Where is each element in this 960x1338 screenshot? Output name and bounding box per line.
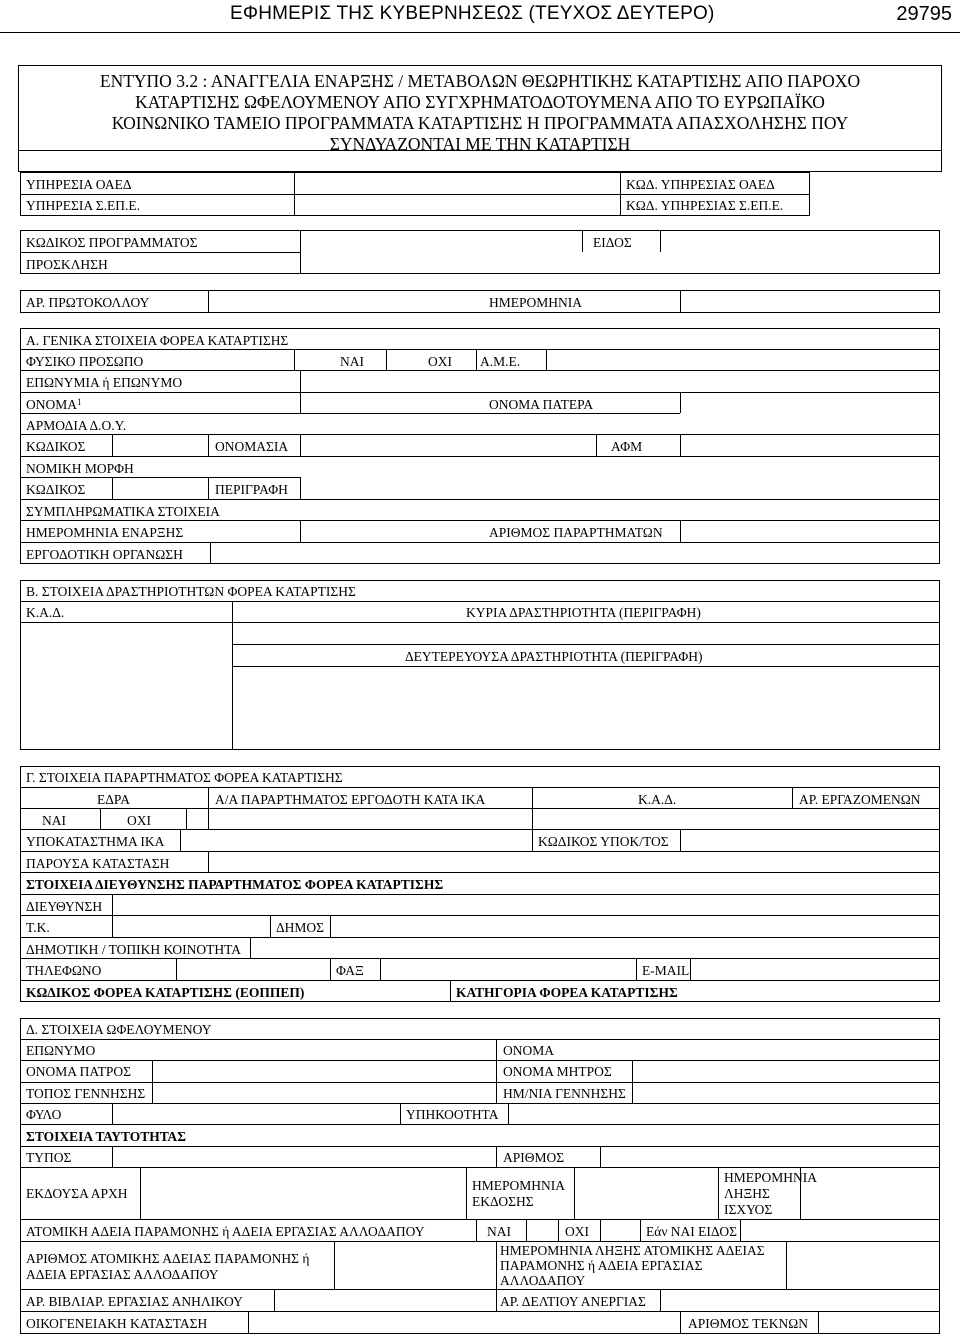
label-name: ΟΝΟΜΑ$^1$ bbox=[26, 397, 82, 412]
table-rule bbox=[20, 1219, 940, 1220]
label-program-code: ΚΩΔΙΚΟΣ ΠΡΟΓΡΑΜΜΑΤΟΣ bbox=[26, 235, 198, 250]
table-rule bbox=[526, 1219, 527, 1241]
label-branch-kad: Κ.Α.Δ. bbox=[638, 792, 677, 807]
label-supplementary: ΣΥΜΠΛΗΡΩΜΑΤΙΚΑ ΣΤΟΙΧΕΙΑ bbox=[26, 504, 220, 519]
label-secondary-activity: ΔΕΥΤΕΡΕΥΟΥΣΑ ΔΡΑΣΤΗΡΙΟΤΗΤΑ (ΠΕΡΙΓΡΑΦΗ) bbox=[405, 649, 703, 664]
table-rule bbox=[20, 601, 940, 602]
table-rule bbox=[20, 937, 940, 938]
table-rule bbox=[20, 1146, 940, 1147]
table-rule bbox=[274, 1289, 275, 1311]
label-permit: ΑΤΟΜΙΚΗ ΑΔΕΙΑ ΠΑΡΑΜΟΝΗΣ ή ΑΔΕΙΑ ΕΡΓΑΣΙΑΣ ΑΛΛΟΔΑΠΟΥ bbox=[26, 1224, 425, 1239]
label-tax-office-title: ΟΝΟΜΑΣΙΑ bbox=[215, 439, 289, 454]
table-rule bbox=[300, 477, 301, 499]
table-rule bbox=[210, 542, 211, 564]
label-status: ΠΑΡΟΥΣΑ ΚΑΤΑΣΤΑΣΗ bbox=[26, 856, 170, 871]
option-yes[interactable]: ΝΑΙ bbox=[340, 354, 364, 369]
table-rule bbox=[208, 434, 209, 456]
table-rule bbox=[270, 915, 271, 937]
table-rule bbox=[532, 787, 533, 851]
label-program-call: ΠΡΟΣΚΛΗΣΗ bbox=[26, 257, 108, 272]
table-rule bbox=[476, 1219, 477, 1241]
label-ame: Α.Μ.Ε. bbox=[480, 354, 521, 369]
table-rule bbox=[112, 1103, 113, 1124]
label-afm: ΑΦΜ bbox=[611, 439, 643, 454]
table-rule bbox=[20, 542, 940, 543]
label-mother-name: ΟΝΟΜΑ ΜΗΤΡΟΣ bbox=[503, 1064, 612, 1079]
table-rule bbox=[100, 808, 101, 829]
field-service-sepe[interactable] bbox=[294, 194, 620, 216]
table-rule bbox=[496, 1039, 497, 1103]
table-rule bbox=[20, 1241, 940, 1242]
table-rule bbox=[232, 644, 940, 645]
table-rule bbox=[208, 290, 209, 313]
label-code-oaed: ΚΩΔ. ΥΠΗΡΕΣΙΑΣ ΟΑΕΔ bbox=[626, 177, 775, 192]
table-rule bbox=[20, 1082, 940, 1083]
label-permit-expiry-1: ΗΜΕΡΟΜΗΝΙΑ ΛΗΞΗΣ ΑΤΟΜΙΚΗΣ ΑΔΕΙΑΣ bbox=[500, 1243, 765, 1258]
label-expiry-date-2: ΛΗΞΗΣ bbox=[724, 1186, 770, 1201]
table-rule bbox=[660, 230, 661, 252]
table-rule bbox=[546, 349, 547, 370]
table-rule bbox=[20, 252, 300, 253]
label-father-name: ΟΝΟΜΑ ΠΑΤΡΟΣ bbox=[26, 1064, 132, 1079]
label-permit-expiry-2: ΠΑΡΑΜΟΝΗΣ ή ΑΔΕΙΑ ΕΡΓΑΣΙΑΣ bbox=[500, 1258, 703, 1273]
label-father-name: ΟΝΟΜΑ ΠΑΤΕΡΑ bbox=[489, 397, 594, 412]
label-id-number: ΑΡΙΘΜΟΣ bbox=[503, 1150, 565, 1165]
table-rule bbox=[330, 915, 331, 937]
table-rule bbox=[20, 851, 940, 852]
label-legal-form-code: ΚΩΔΙΚΟΣ bbox=[26, 482, 86, 497]
table-rule bbox=[20, 434, 940, 435]
table-rule bbox=[476, 349, 477, 370]
id-heading: ΣΤΟΙΧΕΙΑ ΤΑΥΤΟΤΗΤΑΣ bbox=[26, 1129, 186, 1144]
table-rule bbox=[680, 392, 681, 413]
label-unemployment-card: ΑΡ. ΔΕΛΤΙΟΥ ΑΝΕΡΓΙΑΣ bbox=[500, 1294, 646, 1309]
label-branches-count: ΑΡΙΘΜΟΣ ΠΑΡΑΡΤΗΜΑΤΩΝ bbox=[489, 525, 663, 540]
table-rule bbox=[300, 392, 301, 413]
label-employer-org: ΕΡΓΟΔΟΤΙΚΗ ΟΡΓΑΝΩΣΗ bbox=[26, 547, 183, 562]
table-rule bbox=[20, 499, 940, 500]
table-rule bbox=[112, 915, 113, 937]
table-rule bbox=[20, 872, 940, 873]
table-rule bbox=[112, 434, 113, 456]
table-rule bbox=[558, 1219, 559, 1241]
label-id-type: ΤΥΠΟΣ bbox=[26, 1150, 72, 1165]
table-rule bbox=[186, 808, 187, 829]
label-main-activity: ΚΥΡΙΑ ΔΡΑΣΤΗΡΙΟΤΗΤΑ (ΠΕΡΙΓΡΑΦΗ) bbox=[466, 605, 701, 620]
label-first-name: ΟΝΟΜΑ bbox=[503, 1043, 555, 1058]
form-title-line: ΣΥΝΔΥΑΖΟΝΤΑΙ ΜΕ ΤΗΝ ΚΑΤΑΡΤΙΣΗ bbox=[329, 134, 631, 154]
label-program-type: ΕΙΔΟΣ bbox=[593, 235, 632, 250]
table-rule bbox=[112, 1146, 113, 1167]
option-seat-yes[interactable]: ΝΑΙ bbox=[42, 813, 66, 828]
label-issuing-authority: ΕΚΔΟΥΣΑ ΑΡΧΗ bbox=[26, 1186, 128, 1201]
label-gender: ΦΥΛΟ bbox=[26, 1107, 62, 1122]
label-kad: Κ.Α.Δ. bbox=[26, 605, 65, 620]
label-seat: ΕΔΡΑ bbox=[97, 792, 130, 807]
label-protocol-number: ΑΡ. ΠΡΩΤΟΚΟΛΛΟΥ bbox=[26, 295, 150, 310]
label-community: ΔΗΜΟΤΙΚΗ / ΤΟΠΙΚΗ ΚΟΙΝΟΤΗΤΑ bbox=[26, 942, 242, 957]
table-rule bbox=[680, 434, 681, 456]
section-c-heading: Γ. ΣΤΟΙΧΕΙΑ ΠΑΡΑΡΤΗΜΑΤΟΣ ΦΟΡΕΑ ΚΑΤΑΡΤΙΣΗΣ bbox=[26, 770, 343, 785]
table-rule bbox=[620, 172, 621, 216]
option-permit-no[interactable]: ΟΧΙ bbox=[565, 1224, 589, 1239]
label-legal-form: ΝΟΜΙΚΗ ΜΟΡΦΗ bbox=[26, 461, 134, 476]
label-email: E-MAIL bbox=[642, 963, 690, 978]
label-postcode: Τ.Κ. bbox=[26, 920, 50, 935]
table-rule bbox=[20, 1289, 940, 1290]
label-permit-number-1: ΑΡΙΘΜΟΣ ΑΤΟΜΙΚΗΣ ΑΔΕΙΑΣ ΠΑΡΑΜΟΝΗΣ ή bbox=[26, 1251, 310, 1266]
table-rule bbox=[20, 622, 940, 623]
table-rule bbox=[208, 477, 209, 499]
label-birthdate: ΗΜ/ΝΙΑ ΓΕΝΝΗΣΗΣ bbox=[503, 1086, 626, 1101]
table-rule bbox=[792, 787, 793, 808]
table-rule bbox=[690, 958, 691, 980]
label-permit-expiry-3: ΑΛΛΟΔΑΠΟΥ bbox=[500, 1273, 586, 1288]
label-fax: ΦΑΞ bbox=[336, 963, 364, 978]
table-rule bbox=[466, 1167, 467, 1219]
table-rule bbox=[180, 829, 181, 851]
label-expiry-date-1: ΗΜΕΡΟΜΗΝΙΑ bbox=[724, 1170, 818, 1185]
table-rule bbox=[600, 1146, 601, 1167]
label-tax-office-code: ΚΩΔΙΚΟΣ bbox=[26, 439, 86, 454]
table-rule bbox=[496, 1289, 497, 1311]
label-start-date: ΗΜΕΡΟΜΗΝΙΑ ΕΝΑΡΞΗΣ bbox=[26, 525, 184, 540]
label-expiry-date-3: ΙΣΧΥΟΣ bbox=[724, 1202, 773, 1217]
page-number: 29795 bbox=[896, 3, 952, 25]
label-surname: ΕΠΩΝΥΜΟ bbox=[26, 1043, 96, 1058]
table-rule bbox=[20, 413, 680, 414]
table-rule bbox=[20, 808, 940, 809]
table-rule bbox=[680, 520, 681, 542]
table-rule bbox=[640, 1219, 641, 1241]
table-rule bbox=[680, 829, 681, 851]
table-rule bbox=[248, 1311, 249, 1334]
table-rule bbox=[140, 1167, 141, 1219]
table-rule bbox=[818, 1311, 819, 1334]
table-rule bbox=[20, 520, 940, 521]
label-service-oaed: ΥΠΗΡΕΣΙΑ ΟΑΕΔ bbox=[26, 177, 132, 192]
table-rule bbox=[208, 787, 209, 829]
table-rule bbox=[20, 370, 940, 371]
label-code-sepe: ΚΩΔ. ΥΠΗΡΕΣΙΑΣ Σ.ΕΠ.Ε. bbox=[626, 198, 784, 213]
form-title-line: ΚΑΤΑΡΤΙΣΗΣ ΩΦΕΛΟΥΜΕΝΟΥ ΑΠΟ ΣΥΓΧΡΗΜΑΤΟΔΟΤΟΥΜΕΝΑ ΑΠΟ ΤΟ ΕΥΡΩΠΑΪΚΟ bbox=[135, 92, 825, 112]
table-rule bbox=[300, 230, 301, 274]
table-rule bbox=[20, 456, 940, 457]
table-rule bbox=[294, 349, 295, 370]
footnote-marker: 1 bbox=[77, 397, 82, 407]
table-rule bbox=[450, 980, 451, 1002]
label-permit-type: Εάν ΝΑΙ ΕΙΔΟΣ bbox=[646, 1224, 737, 1239]
table-rule bbox=[250, 937, 251, 958]
label-marital-status: ΟΙΚΟΓΕΝΕΙΑΚΗ ΚΑΤΑΣΤΑΣΗ bbox=[26, 1316, 208, 1331]
table-rule bbox=[496, 1241, 497, 1289]
table-rule bbox=[680, 1311, 681, 1334]
table-rule bbox=[112, 477, 113, 499]
label-issue-date-1: ΗΜΕΡΟΜΗΝΙΑ bbox=[472, 1178, 566, 1193]
label-permit-number-2: ΑΔΕΙΑ ΕΡΓΑΣΙΑΣ ΑΛΛΟΔΑΠΟΥ bbox=[26, 1267, 219, 1282]
table-rule bbox=[632, 1060, 633, 1103]
field-service-oaed[interactable] bbox=[294, 172, 620, 194]
address-heading: ΣΤΟΙΧΕΙΑ ΔΙΕΥΘΥΝΣΗΣ ΠΑΡΑΡΤΗΜΑΤΟΣ ΦΟΡΕΑ ΚΑΤΑΡΤΙΣΗΣ bbox=[26, 877, 444, 892]
label-branch-number: Α/Α ΠΑΡΑΡΤΗΜΑΤΟΣ ΕΡΓΟΔΟΤΗ ΚΑΤΑ ΙΚΑ bbox=[215, 792, 486, 807]
table-rule bbox=[208, 851, 209, 872]
label-issue-date-2: ΕΚΔΟΣΗΣ bbox=[472, 1194, 534, 1209]
table-rule bbox=[20, 1124, 940, 1125]
table-rule bbox=[400, 1103, 401, 1124]
table-rule bbox=[20, 894, 940, 895]
table-rule bbox=[300, 434, 301, 456]
table-rule bbox=[300, 370, 301, 392]
label-legal-form-desc: ΠΕΡΙΓΡΑΦΗ bbox=[215, 482, 288, 497]
table-rule bbox=[786, 1241, 787, 1289]
table-rule bbox=[20, 915, 940, 916]
table-rule bbox=[20, 1167, 940, 1168]
table-rule bbox=[152, 1060, 153, 1103]
table-rule bbox=[582, 230, 583, 252]
label-children: ΑΡΙΘΜΟΣ ΤΕΚΝΩΝ bbox=[688, 1316, 809, 1331]
label-provider-code: ΚΩΔΙΚΟΣ ΦΟΡΕΑ ΚΑΤΑΡΤΙΣΗΣ (ΕΟΠΠΕΠ) bbox=[26, 985, 305, 1000]
table-rule bbox=[740, 1219, 741, 1241]
table-rule bbox=[20, 349, 940, 350]
table-rule bbox=[496, 1146, 497, 1167]
table-rule bbox=[176, 958, 177, 980]
table-rule bbox=[20, 787, 940, 788]
table-rule bbox=[330, 958, 331, 980]
section-b-heading: Β. ΣΤΟΙΧΕΙΑ ΔΡΑΣΤΗΡΙΟΤΗΤΩΝ ΦΟΡΕΑ ΚΑΤΑΡΤΙΣΗΣ bbox=[26, 584, 356, 599]
label-company-name: ΕΠΩΝΥΜΙΑ ή ΕΠΩΝΥΜΟ bbox=[26, 375, 183, 390]
label-nationality: ΥΠΗΚΟΟΤΗΤΑ bbox=[406, 1107, 499, 1122]
table-rule bbox=[20, 1103, 940, 1104]
table-rule bbox=[20, 1039, 940, 1040]
protocol-table bbox=[20, 290, 940, 313]
table-rule bbox=[718, 1167, 719, 1219]
label-service-sepe: ΥΠΗΡΕΣΙΑ Σ.ΕΠ.Ε. bbox=[26, 198, 140, 213]
table-rule bbox=[20, 829, 940, 830]
header-rule bbox=[0, 32, 960, 33]
label-phone: ΤΗΛΕΦΩΝΟ bbox=[26, 963, 102, 978]
form-title-line: ΚΟΙΝΩΝΙΚΟ ΤΑΜΕΙΟ ΠΡΟΓΡΑΜΜΑΤΑ ΚΑΤΑΡΤΙΣΗΣ Η ΠΡΟΓΡΑΜΜΑΤΑ ΑΠΑΣΧΟΛΗΣΗΣ ΠΟΥ bbox=[111, 113, 849, 133]
table-rule bbox=[380, 958, 381, 980]
table-rule bbox=[636, 958, 637, 980]
table-rule bbox=[680, 290, 681, 313]
table-rule bbox=[20, 1060, 940, 1061]
table-rule bbox=[508, 1103, 509, 1124]
label-birthplace: ΤΟΠΟΣ ΓΕΝΝΗΣΗΣ bbox=[26, 1086, 146, 1101]
table-rule bbox=[334, 1241, 335, 1289]
table-rule bbox=[232, 666, 940, 667]
option-seat-no[interactable]: ΟΧΙ bbox=[127, 813, 151, 828]
table-rule bbox=[600, 1219, 601, 1241]
table-rule bbox=[232, 601, 233, 750]
table-rule bbox=[660, 1289, 661, 1311]
label-natural-person: ΦΥΣΙΚΟ ΠΡΟΣΩΠΟ bbox=[26, 354, 144, 369]
table-rule bbox=[300, 520, 301, 542]
table-rule bbox=[386, 349, 387, 370]
form-title-line: ΕΝΤΥΠΟ 3.2 : ΑΝΑΓΓΕΛΙΑ ΕΝΑΡΞΗΣ / ΜΕΤΑΒΟΛΩΝ ΘΕΩΡΗΤΙΚΗΣ ΚΑΤΑΡΤΙΣΗΣ ΑΠΟ ΠΑΡΟΧΟ bbox=[99, 71, 861, 91]
label-ika-branch-code: ΚΩΔΙΚΟΣ ΥΠΟΚ/ΤΟΣ bbox=[538, 834, 669, 849]
table-rule bbox=[112, 894, 113, 915]
form-title bbox=[20, 71, 940, 155]
table-rule bbox=[20, 392, 940, 393]
label-provider-category: ΚΑΤΗΓΟΡΙΑ ΦΟΡΕΑ ΚΑΤΑΡΤΙΣΗΣ bbox=[456, 985, 678, 1000]
section-d-heading: Δ. ΣΤΟΙΧΕΙΑ ΩΦΕΛΟΥΜΕΝΟΥ bbox=[26, 1022, 212, 1037]
label-protocol-date: ΗΜΕΡΟΜΗΝΙΑ bbox=[489, 295, 583, 310]
table-rule bbox=[20, 980, 940, 981]
table-rule bbox=[574, 1167, 575, 1219]
label-minor-work-book: ΑΡ. ΒΙΒΛΙΑΡ. ΕΡΓΑΣΙΑΣ ΑΝΗΛΙΚΟΥ bbox=[26, 1294, 243, 1309]
option-permit-yes[interactable]: ΝΑΙ bbox=[487, 1224, 511, 1239]
label-tax-office: ΑΡΜΟΔΙΑ Δ.Ο.Υ. bbox=[26, 418, 127, 433]
label-address: ΔΙΕΥΘΥΝΣΗ bbox=[26, 899, 103, 914]
gazette-title: ΕΦΗΜΕΡΙΣ ΤΗΣ ΚΥΒΕΡΝΗΣΕΩΣ (ΤΕΥΧΟΣ ΔΕΥΤΕΡΟ) bbox=[230, 3, 715, 24]
label-municipality: ΔΗΜΟΣ bbox=[276, 920, 325, 935]
table-rule bbox=[20, 477, 300, 478]
label-ika-branch: ΥΠΟΚΑΤΑΣΤΗΜΑ ΙΚΑ bbox=[26, 834, 165, 849]
label-employees: ΑΡ. ΕΡΓΑΖΟΜΕΝΩΝ bbox=[799, 792, 921, 807]
option-no[interactable]: ΟΧΙ bbox=[428, 354, 452, 369]
table-rule bbox=[20, 1311, 940, 1312]
section-a-heading: Α. ΓΕΝΙΚΑ ΣΤΟΙΧΕΙΑ ΦΟΡΕΑ ΚΑΤΑΡΤΙΣΗΣ bbox=[26, 333, 289, 348]
table-rule bbox=[596, 434, 597, 456]
table-rule bbox=[20, 958, 940, 959]
